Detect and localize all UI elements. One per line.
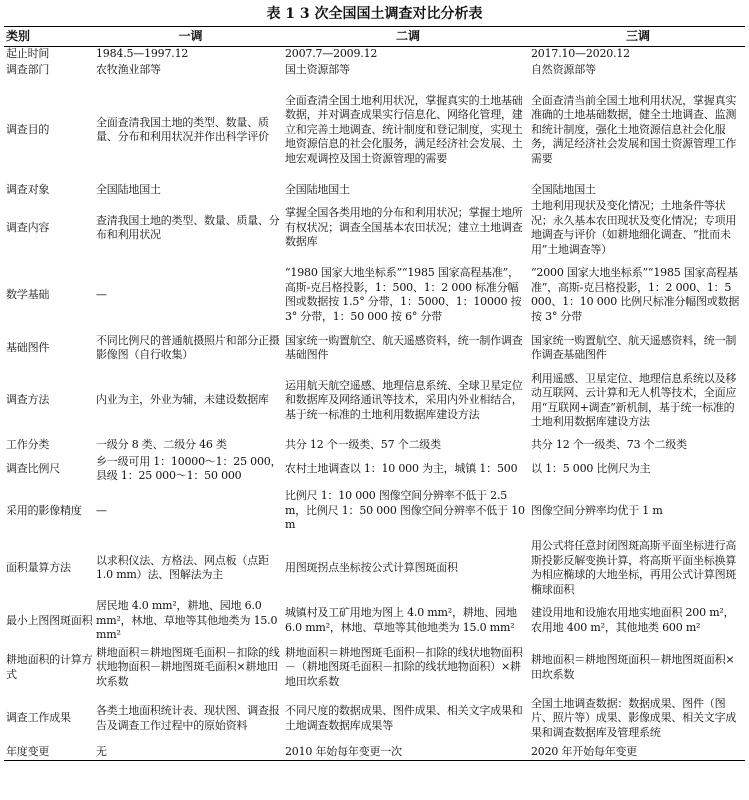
table-row (4, 62, 745, 78)
row-survey-3: 全国陆地国土 (531, 182, 596, 196)
row-survey-1: 耕地面积＝耕地图斑毛面积－扣除的线状地物面积－耕地图斑毛面积×耕地田坎系数 (96, 645, 280, 688)
row-survey-2: 2010 年始每年变更一次 (285, 745, 531, 761)
row-survey-2: 掌握全国各类用地的分布和利用状况；掌握土地所有权状况；调查全国基本农田状况；建立土地调查数据库 (285, 206, 523, 249)
table-row (4, 599, 745, 643)
row-survey-3: 利用遥感、卫星定位、地理信息系统以及移动互联网、云计算和无人机等技术，全面应用“互联网+调查”新机制，基于统一标准的土地利用数据库建设方法 (531, 371, 737, 428)
row-category: 调查内容 (6, 220, 50, 234)
table-row (4, 78, 745, 182)
row-category: 最小上图图斑面积 (6, 613, 93, 627)
table-header-row (4, 27, 745, 47)
row-survey-3: 以 1：5 000 比例尺为主 (531, 461, 651, 475)
row-survey-1: 内业为主，外业为辅，未建设数据库 (96, 393, 269, 407)
row-survey-1: 农牧渔业部等 (96, 62, 161, 76)
row-category: 年度变更 (4, 745, 96, 761)
table-row (4, 182, 745, 198)
row-survey-2: 比例尺 1：10 000 图像空间分辨率不低于 2.5 m，比例尺 1：50 000 图像空间分辨率不低于 10 m (285, 489, 525, 532)
row-category: 数学基础 (6, 287, 50, 301)
row-survey-1: 不同比例尺的普通航摄照片和部分正摄影像图（自行收集） (96, 333, 280, 361)
row-survey-3: 国家统一购置航空、航天遥感资料，统一制作调查基础图件 (531, 333, 737, 361)
header-survey-1: 一调 (96, 27, 285, 47)
row-survey-2: 农村土地调查以 1：10 000 为主，城镇 1：500 (285, 461, 518, 475)
row-category: 调查方法 (6, 393, 50, 407)
row-survey-2: 运用航天航空遥感、地理信息系统、全球卫星定位和数据库及网络通讯等技术，采用内外业相结合，基于统一标准的土地利用数据库建设方法 (285, 378, 523, 421)
table-row (4, 693, 745, 745)
table-row (4, 745, 745, 761)
row-survey-1: 以求积仪法、方格法、网点板（点距 1.0 mm）法、图解法为主 (96, 553, 269, 581)
row-survey-3: 土地利用现状及变化情况；土地条件等状况；永久基本农田现状及变化情况；专项用地调查与评价（如耕地细化调查、“批而未用”土地调查等） (531, 199, 737, 256)
row-survey-3: 共分 12 个一级类、73 个二级类 (531, 437, 687, 451)
row-category: 调查部门 (6, 62, 50, 76)
row-category: 调查对象 (6, 182, 50, 196)
row-category: 工作分类 (6, 437, 50, 451)
table-row (4, 643, 745, 693)
row-survey-2: 全面查清全国土地利用状况，掌握真实的土地基础数据，并对调查成果实行信息化、网络化管理，建立和完善土地调查、统计制度和登记制度，实现土地资源信息的社会化服务，满足经济社会发展、土地宏观调控及国土资源管理的需要 (285, 93, 523, 165)
row-survey-3: 自然资源部等 (531, 62, 596, 76)
row-survey-1: — (96, 287, 107, 301)
row-survey-1: 1984.5—1997.12 (96, 47, 189, 60)
table-row (4, 485, 745, 537)
header-survey-2: 二调 (285, 27, 531, 47)
row-survey-3: 全面查清当前全国土地利用状况，掌握真实准确的土地基础数据，健全土地调查、监测和统计制度，强化土地资源信息社会化服务，满足经济社会发展和国土资源管理工作需要 (531, 93, 737, 165)
row-survey-1: 查清我国土地的类型、数量、质量、分布和利用状况 (96, 213, 280, 241)
row-survey-2: 用图斑拐点坐标按公式计算图斑面积 (285, 560, 458, 574)
row-category: 基础图件 (6, 340, 50, 354)
row-survey-3: “2000 国家大地坐标系”“1985 国家高程基准”，高斯-克吕格投影，1：2 000、1：5 000、1：10 000 比例尺标准分幅图或数据按 3° 分带 (531, 266, 740, 323)
row-category: 面积量算方法 (6, 560, 71, 574)
row-survey-1: 无 (96, 745, 285, 761)
row-survey-1: 全面查清我国土地的类型、数量、质量、分布和利用状况并作出科学评价 (96, 115, 269, 143)
row-survey-3: 全国土地调查数据：数据成果、图件（图片、照片等）成果、影像成果、相关文字成果和调查数据库及管理系统 (531, 696, 737, 739)
row-survey-1: 各类土地面积统计表、现状图、调查报告及调查工作过程中的原始资料 (96, 704, 280, 732)
table-row (4, 198, 745, 258)
row-survey-2: 国家统一购置航空、航天遥感资料，统一制作调查基础图件 (285, 333, 523, 361)
row-survey-2: 国土资源部等 (285, 62, 350, 76)
table-row (4, 453, 745, 485)
row-survey-3: 2017.10—2020.12 (531, 47, 630, 60)
row-survey-2: 不同尺度的数据成果、图件成果、相关文字成果和土地调查数据库成果等 (285, 704, 523, 732)
row-category: 耕地面积的计算方式 (6, 653, 93, 681)
row-survey-3: 2020 年开始每年变更 (531, 745, 745, 761)
row-survey-2: 城镇村及工矿用地为图上 4.0 mm²，耕地、园地 6.0 mm²，林地、草地等其他地类为 15.0 mm² (285, 606, 517, 634)
header-survey-3: 三调 (531, 27, 745, 47)
row-survey-3: 建设用地和设施农用地实地面积 200 m²，农用地 400 m²，其他地类 600 m² (531, 606, 735, 634)
comparison-table (4, 26, 745, 761)
table-caption: 表 1 3 次全国国土调查对比分析表 (266, 6, 483, 22)
row-survey-1: — (96, 503, 107, 517)
row-survey-2: 共分 12 个一级类、57 个二级类 (285, 437, 441, 451)
table-row (4, 332, 745, 364)
row-survey-2: “1980 国家大地坐标系”“1985 国家高程基准”，高斯-克吕格投影，1：500、1：2 000 标准分幅图或数据按 1.5° 分带，1：5000、1：10000 按 3° 分带，1：50 000 按 6° 分带 (285, 266, 522, 323)
row-survey-2: 全国陆地国土 (285, 182, 350, 196)
header-category: 类别 (4, 27, 96, 47)
row-survey-3: 用公式将任意封闭图斑高斯平面坐标进行高斯投影反解变换计算，将高斯平面坐标换算为相应椭球的大地坐标，再用公式计算图斑椭球面积 (531, 539, 737, 596)
row-survey-2: 2007.7—2009.12 (285, 47, 378, 60)
row-survey-1: 居民地 4.0 mm²，耕地、园地 6.0 mm²，林地、草地等其他地类为 15.0 mm² (96, 599, 278, 641)
row-survey-3: 图像空间分辨率均优于 1 m (531, 503, 663, 517)
row-survey-2: 耕地面积＝耕地图斑毛面积－扣除的线状地物面积－（耕地图斑毛面积－扣除的线状地物面积）×耕地田坎系数 (285, 645, 523, 688)
table-row (4, 364, 745, 437)
row-category: 调查目的 (6, 122, 50, 136)
row-survey-3: 耕地面积＝耕地图斑面积－耕地图斑面积×田坎系数 (531, 653, 735, 681)
row-category: 调查比例尺 (6, 461, 60, 475)
row-category: 采用的影像精度 (6, 503, 82, 517)
table-row (4, 258, 745, 332)
table-row (4, 537, 745, 599)
row-survey-1: 一级分 8 类、二级分 46 类 (96, 437, 227, 451)
row-category: 起止时间 (6, 47, 50, 60)
row-category: 调查工作成果 (6, 711, 71, 725)
table-row (4, 437, 745, 453)
table-row (4, 46, 745, 62)
row-survey-1: 全国陆地国土 (96, 182, 161, 196)
row-survey-1: 乡一级可用 1：10000～1：25 000，县级 1：25 000～1：50 000 (96, 454, 282, 482)
